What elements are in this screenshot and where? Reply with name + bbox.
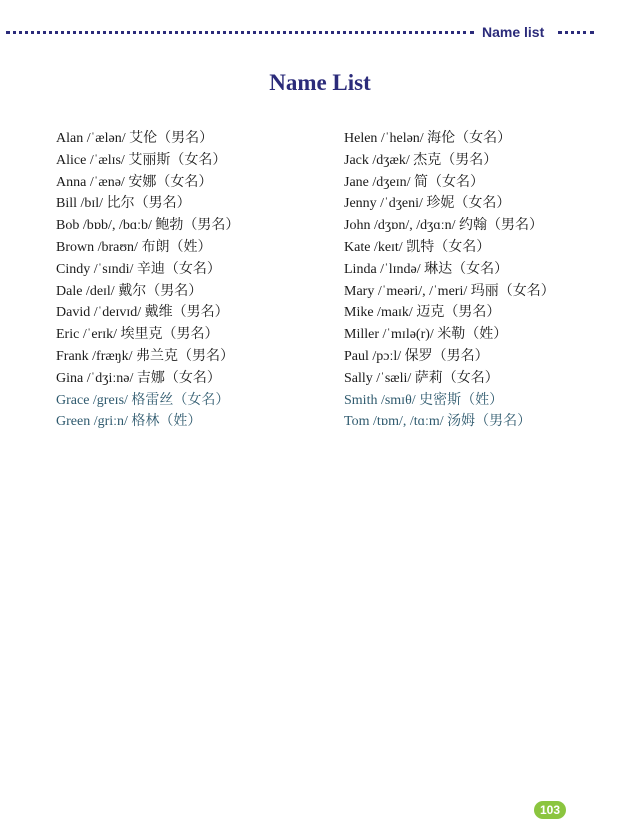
name-entry: Miller /ˈmɪlə(r)/ 米勒（姓） <box>344 327 508 343</box>
name-entry: Bill /bɪl/ 比尔（男名） <box>56 196 191 212</box>
name-entry: Jack /dʒæk/ 杰克（男名） <box>344 152 498 168</box>
name-entry: Mike /maɪk/ 迈克（男名） <box>344 305 501 321</box>
name-entry: Anna /ˈænə/ 安娜（女名） <box>56 174 213 190</box>
page-title: Name List <box>269 70 371 95</box>
name-entry: John /dʒɒn/, /dʒɑːn/ 约翰（男名） <box>344 218 543 234</box>
name-entry: Tom /tɒm/, /tɑːm/ 汤姆（男名） <box>344 414 532 430</box>
name-entry: Kate /keɪt/ 凯特（女名） <box>344 239 491 255</box>
page-number-badge: 103 <box>534 801 566 819</box>
name-entry: Paul /pɔːl/ 保罗（男名） <box>344 348 489 364</box>
name-entry: Frank /fræŋk/ 弗兰克（男名） <box>56 348 235 364</box>
name-entry: Jane /dʒeɪn/ 简（女名） <box>344 174 484 190</box>
running-header <box>0 22 640 42</box>
header-dotted-rule-right <box>558 31 594 34</box>
name-list-right-column <box>344 128 624 433</box>
header-dotted-rule-left <box>6 31 474 34</box>
name-entry: Helen /ˈhelən/ 海伦（女名） <box>344 131 512 146</box>
name-entry: Grace /greɪs/ 格雷丝（女名） <box>56 392 230 408</box>
name-entry: Smith /smɪθ/ 史密斯（姓） <box>344 392 504 408</box>
name-entry: Bob /bɒb/, /bɑːb/ 鲍勃（男名） <box>56 218 240 234</box>
name-list-left-column <box>56 128 326 433</box>
name-entry: Alice /ˈælɪs/ 艾丽斯（女名） <box>56 152 227 168</box>
section-label: Name list <box>482 24 545 40</box>
name-entry: Brown /braʊn/ 布朗（姓） <box>56 239 212 255</box>
name-entry: Sally /ˈsæli/ 萨莉（女名） <box>344 370 499 386</box>
name-entry: Green /griːn/ 格林（姓） <box>56 414 202 430</box>
name-entry: Mary /ˈmeəri/, /ˈmeri/ 玛丽（女名） <box>344 283 555 299</box>
name-entry: Dale /deɪl/ 戴尔（男名） <box>56 283 203 299</box>
name-entry: Linda /ˈlɪndə/ 琳达（女名） <box>344 261 509 277</box>
name-entry: Eric /ˈerɪk/ 埃里克（男名） <box>56 327 219 343</box>
name-entry: Gina /ˈdʒiːnə/ 吉娜（女名） <box>56 370 221 386</box>
name-entry: Jenny /ˈdʒeni/ 珍妮（女名） <box>344 196 511 212</box>
name-entry: Alan /ˈælən/ 艾伦（男名） <box>56 131 214 146</box>
name-entry: Cindy /ˈsɪndi/ 辛迪（女名） <box>56 261 221 277</box>
name-entry: David /ˈdeɪvɪd/ 戴维（男名） <box>56 305 229 321</box>
